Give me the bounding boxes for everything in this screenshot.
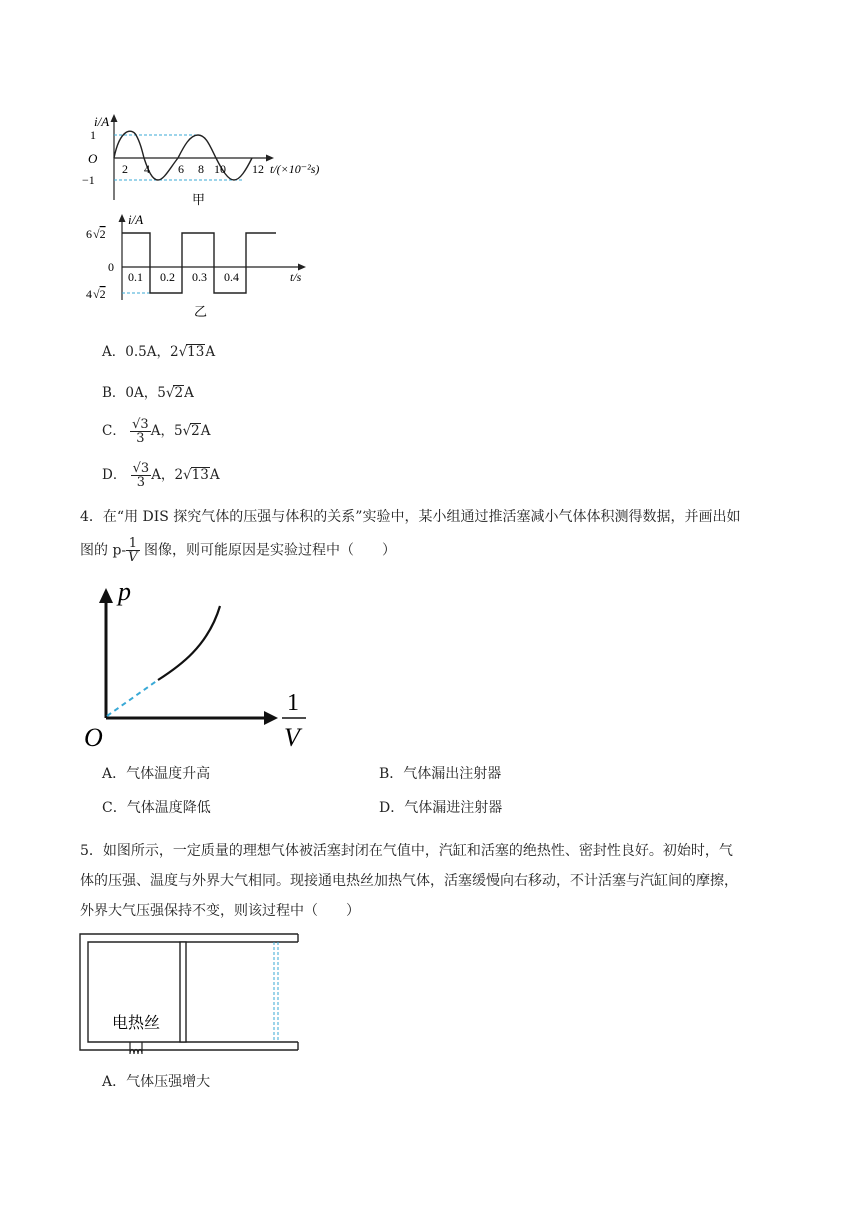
q4-stem-line2: 图的 p- $\frac{1}{V}$ 图像，则可能原因是实验过程中（ ） — [80, 536, 396, 565]
q4-y-arrow — [99, 588, 113, 603]
jia-origin: O — [88, 151, 98, 166]
q4-x-label-num: 1 — [287, 690, 299, 716]
yi-waveform — [122, 233, 276, 293]
q4-x-arrow — [264, 711, 278, 725]
figure-jia — [80, 108, 350, 208]
yi-xtick-0.1: 0.1 — [128, 270, 143, 284]
q3-d-fraction: $\frac{√3}{3}$ — [132, 461, 150, 490]
q3-c-fraction: $\frac{√3}{3}$ — [132, 417, 149, 446]
jia-y-label: i/A — [94, 114, 110, 129]
q4-y-label: p — [118, 578, 131, 606]
yi-xtick-0.2: 0.2 — [160, 270, 175, 284]
jia-xtick-8: 8 — [198, 162, 204, 176]
q4-origin: O — [84, 723, 103, 752]
q4-option-c[interactable]: C．气体温度降低 — [102, 800, 211, 816]
yi-xtick-0.3: 0.3 — [192, 270, 207, 284]
yi-caption: 乙 — [194, 304, 208, 319]
jia-x-arrow — [266, 155, 274, 162]
yi-y-arrow — [119, 214, 126, 222]
q4-curve — [158, 606, 220, 680]
jia-tick-neg1: −1 — [82, 173, 95, 187]
heater-coil-icon — [130, 1042, 142, 1054]
q3-option-a[interactable]: A．0.5A，2√13A — [102, 344, 216, 360]
q3-option-b[interactable]: B．0A，5√2A — [102, 385, 194, 401]
cylinder-outer — [80, 934, 298, 1050]
jia-caption: 甲 — [192, 192, 206, 207]
q4-option-b[interactable]: B．气体漏出注射器 — [379, 766, 502, 782]
jia-xtick-2: 2 — [122, 162, 128, 176]
yi-y-bottom: 4√2 — [86, 287, 106, 301]
q4-dash-extension — [107, 680, 158, 716]
jia-xtick-12: 12 — [252, 162, 264, 176]
q4-x-label-den: V — [284, 723, 300, 752]
yi-y-label: i/A — [128, 212, 144, 227]
jia-x-label: t/(×10⁻²s) — [270, 162, 320, 176]
jia-tick-1: 1 — [90, 128, 96, 142]
q4-graph — [80, 578, 330, 758]
jia-xtick-4: 4 — [144, 162, 150, 176]
yi-x-label: t/s — [290, 270, 302, 284]
piston — [180, 942, 186, 1042]
q5-stem-line3: 外界大气压强保持不变，则该过程中（ ） — [80, 903, 360, 919]
jia-xtick-10: 10 — [214, 162, 226, 176]
yi-y-top: 6√2 — [86, 227, 106, 241]
yi-xtick-0.4: 0.4 — [224, 270, 239, 284]
q3-option-d[interactable]: D． $\frac{√3}{3}$ A，2√13A — [102, 461, 220, 490]
q4-stem-fraction: $\frac{1}{V}$ — [128, 536, 138, 565]
q4-option-d[interactable]: D．气体漏进注射器 — [379, 800, 503, 816]
yi-y-zero: 0 — [108, 260, 114, 274]
q4-option-a[interactable]: A．气体温度升高 — [102, 766, 211, 782]
q3-option-c[interactable]: C． $\frac{√3}{3}$ A，5√2A — [102, 417, 211, 446]
q4-stem-line1: 4．在“用 DIS 探究气体的压强与体积的关系”实验中，某小组通过推活塞减小气体体积测得数据，并画出如 — [80, 509, 741, 525]
q5-stem-line2: 体的压强、温度与外界大气相同。现接通电热丝加热气体，活塞缓慢向右移动，不计活塞与汽缸间的摩擦， — [80, 873, 738, 889]
q5-cylinder-figure — [76, 930, 306, 1062]
heater-label: 电热丝 — [112, 1015, 161, 1032]
q5-stem-line1: 5．如图所示，一定质量的理想气体被活塞封闭在气值中，汽缸和活塞的绝热性、密封性良好。初始时，气 — [80, 843, 733, 859]
jia-xtick-6: 6 — [178, 162, 184, 176]
q5-option-a[interactable]: A．气体压强增大 — [102, 1074, 211, 1090]
figure-yi — [80, 208, 320, 320]
jia-y-arrow — [111, 114, 118, 122]
